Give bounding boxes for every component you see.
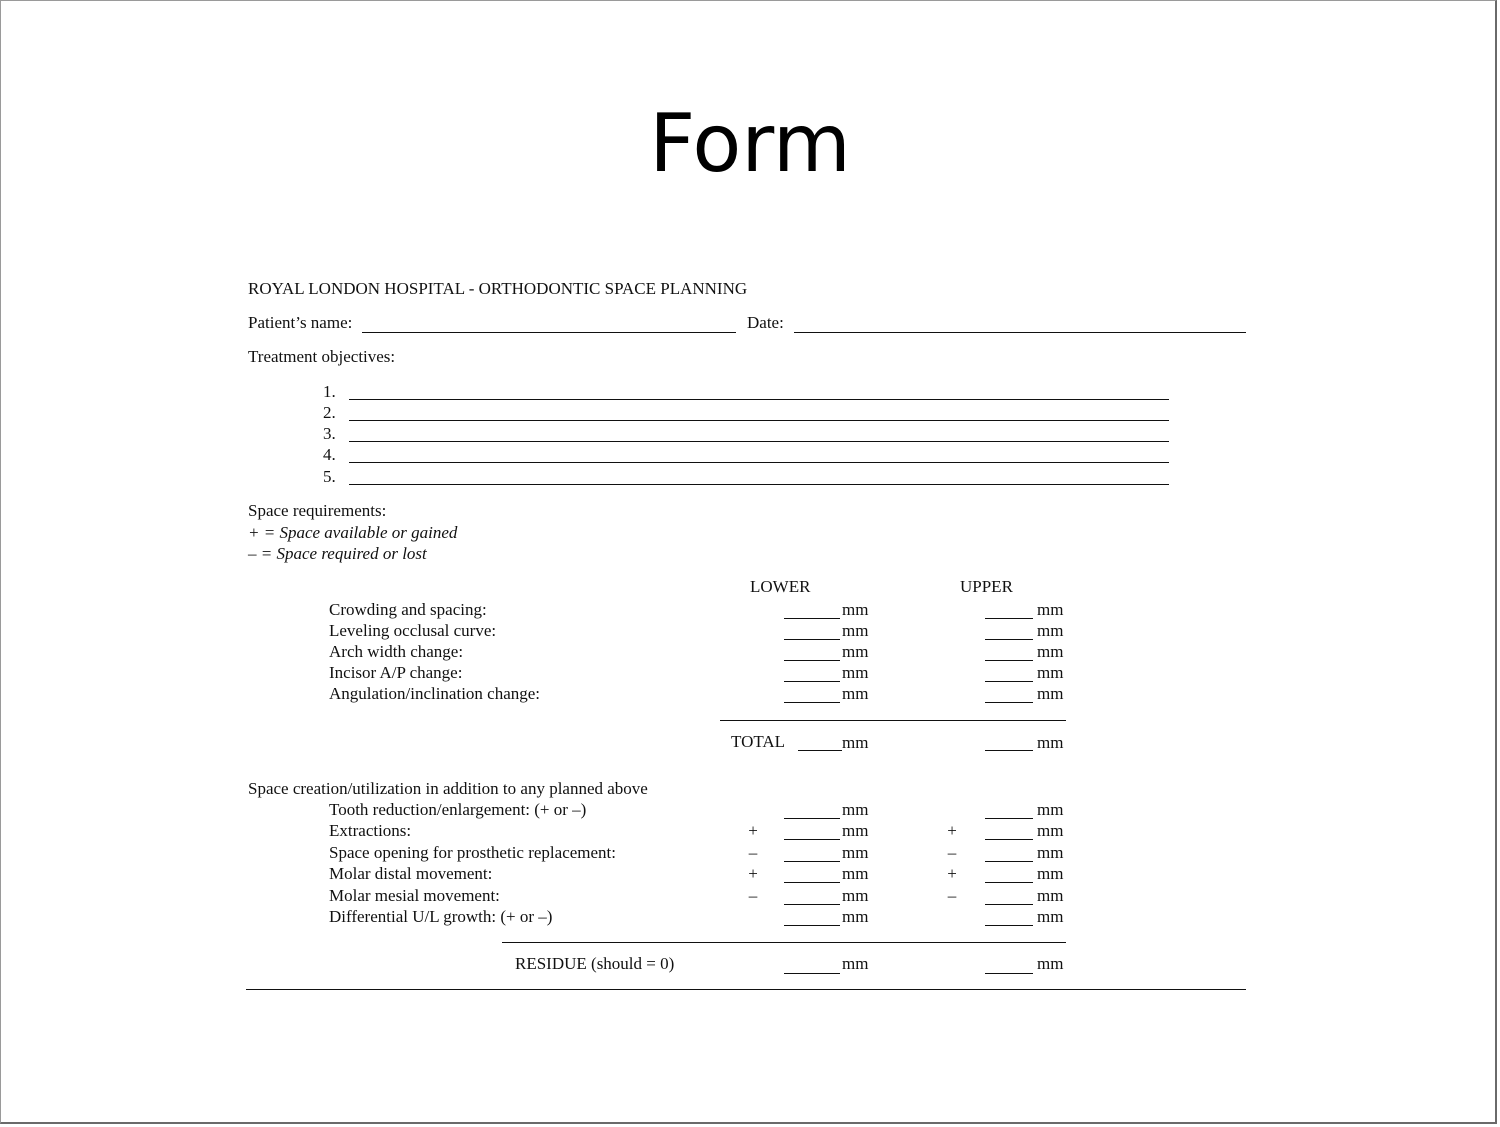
requirement-upper-field[interactable] [985,660,1033,661]
creation-upper-unit: mm [1037,843,1064,862]
legend-plus: + = Space available or gained [248,523,458,542]
residue-lower-field[interactable] [784,973,840,974]
requirement-upper-unit: mm [1037,663,1064,682]
creation-upper-sign: + [947,821,957,840]
creation-upper-unit: mm [1037,886,1064,905]
requirement-label: Arch width change: [329,642,464,661]
creation-lower-unit: mm [842,864,869,883]
creation-lower-unit: mm [842,843,869,862]
creation-upper-sign: – [947,886,957,905]
objective-number: 1. [323,382,336,401]
creation-upper-unit: mm [1037,907,1064,926]
residue-lower-unit: mm [842,954,869,973]
residue-divider [502,942,1066,943]
creation-lower-field[interactable] [784,861,840,862]
requirement-label: Crowding and spacing: [329,600,487,619]
requirement-lower-unit: mm [842,642,869,661]
creation-lower-unit: mm [842,800,869,819]
creation-lower-field[interactable] [784,925,840,926]
creation-item-label: Tooth reduction/enlargement: (+ or –) [329,800,587,819]
creation-upper-sign: + [947,864,957,883]
requirement-lower-field[interactable] [784,639,840,640]
requirement-upper-field[interactable] [985,702,1033,703]
form-bottom-rule [246,989,1246,990]
residue-label: RESIDUE (should = 0) [515,954,675,973]
total-lower-unit: mm [842,733,869,752]
requirement-upper-unit: mm [1037,642,1064,661]
objective-field[interactable] [349,484,1169,485]
creation-item-label: Molar mesial movement: [329,886,500,905]
requirement-upper-unit: mm [1037,600,1064,619]
requirement-lower-field[interactable] [784,702,840,703]
creation-item-label: Differential U/L growth: (+ or –) [329,907,553,926]
requirement-lower-field[interactable] [784,660,840,661]
total-label: TOTAL [731,732,786,751]
creation-lower-unit: mm [842,907,869,926]
creation-upper-sign: – [947,843,957,862]
creation-item-label: Molar distal movement: [329,864,493,883]
treatment-objectives-label: Treatment objectives: [248,347,396,366]
total-upper-unit: mm [1037,733,1064,752]
date-label: Date: [747,313,784,332]
residue-upper-unit: mm [1037,954,1064,973]
objective-field[interactable] [349,420,1169,421]
creation-lower-field[interactable] [784,839,840,840]
requirement-upper-unit: mm [1037,621,1064,640]
space-requirements-label: Space requirements: [248,501,387,520]
requirement-lower-unit: mm [842,684,869,703]
total-lower-field[interactable] [798,750,842,751]
form-heading: ROYAL LONDON HOSPITAL - ORTHODONTIC SPACE PLANNING [248,279,748,298]
requirement-lower-unit: mm [842,621,869,640]
requirement-upper-field[interactable] [985,618,1033,619]
creation-upper-field[interactable] [985,904,1033,905]
creation-upper-field[interactable] [985,925,1033,926]
creation-lower-unit: mm [842,821,869,840]
total-upper-field[interactable] [985,750,1033,751]
creation-upper-field[interactable] [985,861,1033,862]
creation-upper-field[interactable] [985,882,1033,883]
creation-heading: Space creation/utilization in addition to any planned above [248,779,648,798]
creation-lower-field[interactable] [784,904,840,905]
creation-upper-unit: mm [1037,864,1064,883]
upper-column-header: UPPER [960,577,1013,596]
creation-lower-unit: mm [842,886,869,905]
objective-number: 4. [323,445,336,464]
creation-lower-field[interactable] [784,818,840,819]
requirement-label: Angulation/inclination change: [329,684,541,703]
creation-item-label: Extractions: [329,821,412,840]
requirement-upper-field[interactable] [985,681,1033,682]
creation-lower-sign: – [748,843,758,862]
objective-field[interactable] [349,399,1169,400]
creation-lower-sign: + [748,864,758,883]
objective-field[interactable] [349,441,1169,442]
objective-number: 5. [323,467,336,486]
creation-upper-unit: mm [1037,800,1064,819]
requirement-lower-field[interactable] [784,681,840,682]
requirement-upper-unit: mm [1037,684,1064,703]
total-divider [720,720,1066,721]
creation-lower-sign: + [748,821,758,840]
legend-minus: – = Space required or lost [248,544,427,563]
requirement-label: Incisor A/P change: [329,663,463,682]
lower-column-header: LOWER [750,577,811,596]
creation-upper-unit: mm [1037,821,1064,840]
requirement-lower-unit: mm [842,600,869,619]
patient-name-field[interactable] [362,332,736,333]
requirement-label: Leveling occlusal curve: [329,621,497,640]
creation-upper-field[interactable] [985,818,1033,819]
residue-upper-field[interactable] [985,973,1033,974]
objective-number: 3. [323,424,336,443]
slide-title: Form [649,97,851,190]
creation-item-label: Space opening for prosthetic replacement: [329,843,616,862]
requirement-lower-unit: mm [842,663,869,682]
creation-lower-sign: – [748,886,758,905]
creation-upper-field[interactable] [985,839,1033,840]
patient-name-label: Patient’s name: [248,313,353,332]
objective-field[interactable] [349,462,1169,463]
date-field[interactable] [794,332,1246,333]
requirement-upper-field[interactable] [985,639,1033,640]
requirement-lower-field[interactable] [784,618,840,619]
creation-lower-field[interactable] [784,882,840,883]
objective-number: 2. [323,403,336,422]
